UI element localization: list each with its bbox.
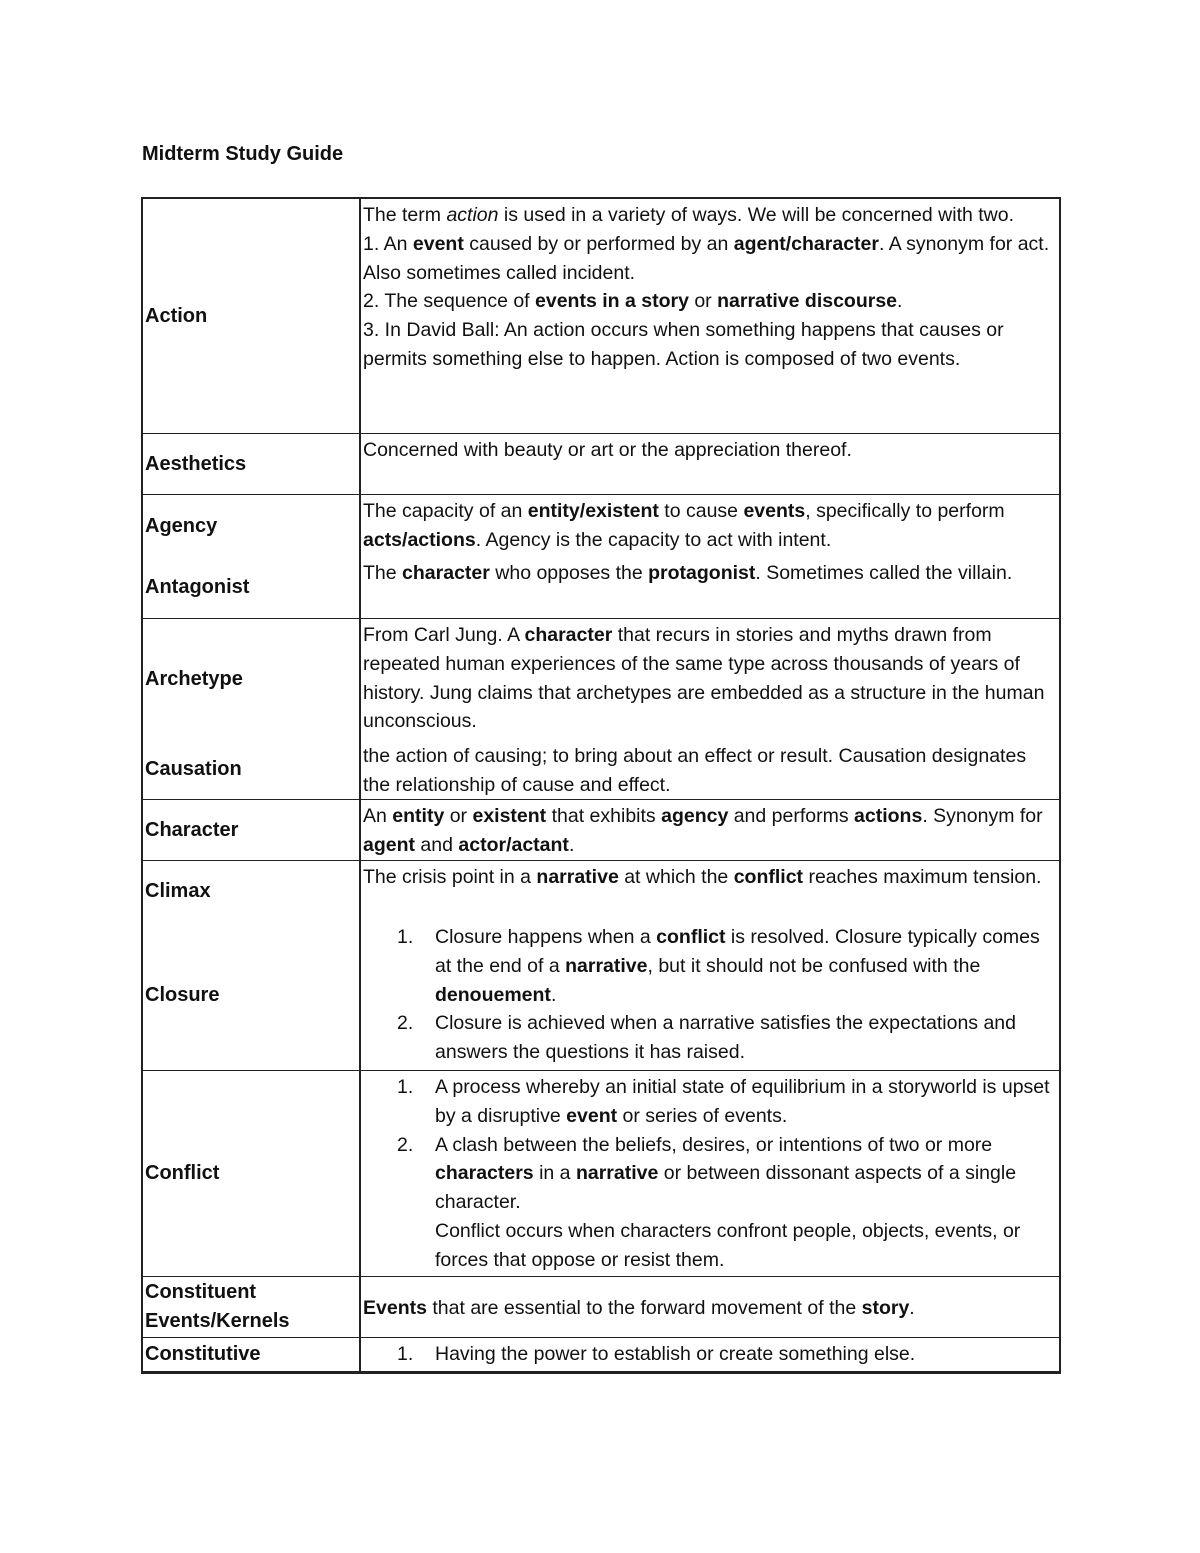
paragraph: [363, 863, 1057, 892]
paragraph: [363, 559, 1057, 588]
bold-term: event: [412, 232, 464, 255]
glossary-entry: [143, 740, 1059, 799]
text: . Sometimes called the villain.: [755, 562, 1013, 584]
text: Concerned with beauty or art or the appreciation thereof.: [363, 439, 852, 461]
definition: [361, 861, 1059, 921]
text: who opposes the: [489, 562, 649, 584]
definition: [361, 557, 1059, 618]
text: is resolved. Closure typically comes at the end of a: [435, 926, 1040, 977]
text: Having the power to establish or create something else.: [435, 1343, 916, 1365]
text: 2. The sequence of: [363, 290, 536, 313]
bold-term: Events: [363, 1296, 427, 1319]
table-row: [143, 618, 1059, 799]
text: The term: [363, 204, 447, 226]
list-number: 2.: [397, 1012, 414, 1035]
paragraph: [363, 802, 1057, 860]
glossary-entry: [143, 557, 1059, 618]
text: caused by or performed by an: [463, 232, 734, 255]
definition: [361, 1071, 1059, 1276]
bold-term: protagonist: [648, 562, 756, 584]
bold-term: actor/actant: [458, 833, 569, 856]
glossary-table: [141, 197, 1061, 1374]
bold-term: story: [861, 1296, 910, 1319]
text: in a: [533, 1162, 576, 1185]
paragraph: [363, 742, 1057, 800]
paragraph: [363, 436, 1057, 465]
list-number: 1.: [397, 1343, 414, 1365]
text: 1. An: [363, 232, 413, 255]
bold-term: characters: [435, 1162, 534, 1185]
paragraph: [363, 621, 1057, 736]
bold-term: denouement: [435, 983, 551, 1006]
text: , but it should not be confused with the: [647, 954, 981, 977]
paragraph: [363, 201, 1057, 230]
glossary-entry: [143, 495, 1059, 557]
term: Climax: [143, 861, 361, 921]
text: .: [897, 290, 903, 313]
definition: [361, 921, 1059, 1070]
term: Constitutive: [143, 1338, 361, 1371]
bold-term: acts/actions: [363, 528, 476, 551]
text: or between dissonant aspects of a single character.: [435, 1162, 1017, 1214]
text: that exhibits: [546, 805, 662, 827]
bold-term: agent/character: [733, 232, 879, 255]
text: reaches maximum tension.: [803, 866, 1042, 888]
bold-term: entity: [392, 805, 445, 827]
table-row: [143, 860, 1059, 1070]
text: at which the: [618, 866, 734, 888]
paragraph: [363, 1294, 915, 1323]
bold-term: character: [402, 562, 490, 584]
paragraph: [363, 316, 1057, 374]
glossary-entry: [143, 861, 1059, 921]
text: A clash between the beliefs, desires, or intentions of two or more: [435, 1133, 993, 1156]
glossary-entry: [143, 199, 1059, 433]
text: that recurs in stories and myths drawn from repeated human experiences of the same type across thousands of years of history. Jung claims that archetypes are embedded as a structure in the human unconscious.: [363, 624, 1045, 733]
text: or series of events.: [617, 1104, 788, 1127]
text: .: [550, 983, 557, 1006]
term: Aesthetics: [143, 434, 361, 494]
term: Causation: [143, 740, 361, 799]
text: or: [688, 290, 718, 313]
list-item: [363, 923, 1057, 1009]
bold-term: existent: [472, 805, 547, 827]
bold-term: agent: [363, 833, 416, 856]
text: The: [363, 562, 403, 584]
glossary-entry: [143, 921, 1059, 1070]
list-number: 1.: [397, 926, 414, 948]
paragraph: [363, 497, 1057, 555]
list-number: 1.: [397, 1076, 414, 1098]
term: Archetype: [143, 619, 361, 740]
text: , specifically to perform: [805, 500, 1005, 522]
paragraph: [363, 287, 1057, 316]
text: An: [363, 805, 393, 827]
definition: [361, 199, 1059, 433]
bold-term: character: [524, 624, 613, 646]
text: that are essential to the forward movement of the: [426, 1296, 862, 1319]
definition: [361, 619, 1059, 740]
text: . Synonym for: [922, 805, 1043, 827]
italic-text: action: [446, 204, 499, 226]
text: Closure happens when a: [435, 926, 657, 948]
glossary-entry: [143, 1071, 1059, 1276]
definition: [361, 800, 1059, 860]
table-row: [143, 1276, 1059, 1337]
glossary-entry: [143, 619, 1059, 740]
bold-term: narrative discourse: [717, 290, 898, 313]
table-row: [143, 433, 1059, 494]
text: and: [415, 833, 459, 856]
list-item: [363, 1131, 1057, 1217]
term: Closure: [143, 921, 361, 1070]
bold-term: narrative: [575, 1162, 659, 1185]
table-row: [143, 494, 1059, 618]
term: Action: [143, 199, 361, 433]
bold-term: entity/existent: [527, 500, 659, 522]
text: . Agency is the capacity to act with intent.: [475, 528, 832, 551]
table-row: [143, 799, 1059, 860]
text: A process whereby an initial state of equilibrium in a storyworld is upset by a disruptive: [435, 1076, 1050, 1127]
glossary-entry: [143, 434, 1059, 494]
definition: [361, 495, 1059, 557]
definition: [361, 1277, 1059, 1337]
table-row: [143, 1337, 1059, 1371]
paragraph: [363, 1217, 1057, 1275]
text: to cause: [658, 500, 744, 522]
bold-term: agency: [661, 805, 729, 827]
term: Constituent Events/Kernels: [143, 1277, 361, 1337]
text: 3. In David Ball: An action occurs when something happens that causes or permits something else to happen. Action is composed of two events.: [363, 319, 1004, 370]
table-row: [143, 1070, 1059, 1276]
term: Character: [143, 800, 361, 860]
bold-term: events: [743, 500, 806, 522]
bold-term: narrative: [565, 954, 648, 977]
text: Closure is achieved when a narrative satisfies the expectations and answers the questions it has raised.: [435, 1012, 1016, 1064]
text: The capacity of an: [363, 500, 528, 522]
text: or: [444, 805, 473, 827]
text: .: [909, 1296, 915, 1319]
term: Antagonist: [143, 557, 361, 618]
text: Conflict occurs when characters confront people, objects, events, or forces that oppose or resist them.: [435, 1219, 1021, 1271]
text: . A synonym for act. Also sometimes called incident.: [363, 232, 1050, 284]
text: the action of causing; to bring about an effect or result. Causation designates the relationship of cause and effect.: [363, 745, 1027, 796]
list-item: [363, 1009, 1057, 1067]
bold-term: actions: [854, 805, 923, 827]
glossary-entry: [143, 800, 1059, 860]
definition: [361, 434, 1059, 494]
text: and performs: [728, 805, 855, 827]
text: From Carl Jung. A: [363, 624, 525, 646]
list-item: [363, 1340, 1057, 1369]
glossary-entry: [143, 1277, 1059, 1337]
bold-term: event: [566, 1104, 618, 1127]
table-row: [143, 199, 1059, 433]
bold-term: events in a story: [535, 290, 689, 313]
bold-term: conflict: [656, 926, 726, 948]
text: The crisis point in a: [363, 866, 537, 888]
page-title: Midterm Study Guide: [142, 143, 344, 165]
glossary-entry: [143, 1338, 1059, 1371]
term: Agency: [143, 495, 361, 557]
list-item: [363, 1073, 1057, 1131]
definition: [361, 740, 1059, 799]
list-number: 2.: [397, 1133, 414, 1156]
text: is used in a variety of ways. We will be concerned with two.: [498, 204, 1015, 226]
term: Conflict: [143, 1071, 361, 1276]
bold-term: conflict: [733, 866, 804, 888]
text: .: [568, 833, 575, 856]
bold-term: narrative: [536, 866, 619, 888]
definition: [361, 1338, 1059, 1371]
paragraph: [363, 230, 1057, 288]
